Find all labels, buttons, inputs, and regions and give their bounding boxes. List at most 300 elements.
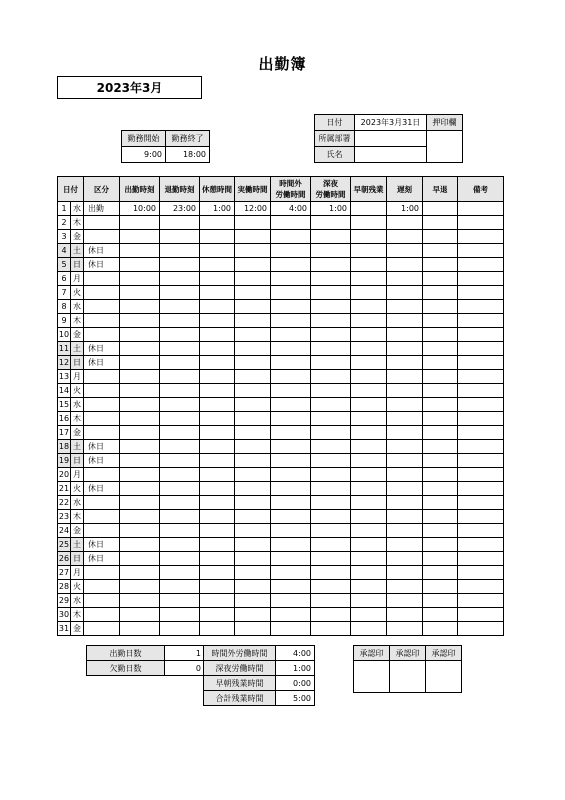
category-cell[interactable]: 休日 (84, 454, 120, 468)
break-cell[interactable] (200, 314, 235, 328)
early-ot-cell[interactable] (351, 286, 387, 300)
actual-cell[interactable] (235, 426, 271, 440)
break-cell[interactable] (200, 230, 235, 244)
clock-in-cell[interactable] (120, 328, 160, 342)
early-total-value[interactable]: 0:00 (276, 676, 315, 691)
overtime-cell[interactable] (271, 216, 311, 230)
actual-cell[interactable] (235, 622, 271, 636)
notes-cell[interactable] (458, 300, 504, 314)
late-cell[interactable] (387, 608, 423, 622)
early-ot-cell[interactable] (351, 552, 387, 566)
early-leave-cell[interactable] (423, 272, 458, 286)
overtime-cell[interactable] (271, 244, 311, 258)
early-leave-cell[interactable] (423, 426, 458, 440)
late-cell[interactable] (387, 286, 423, 300)
clock-out-cell[interactable] (160, 328, 200, 342)
early-ot-cell[interactable] (351, 370, 387, 384)
overtime-cell[interactable] (271, 370, 311, 384)
actual-cell[interactable] (235, 510, 271, 524)
night-cell[interactable] (311, 244, 351, 258)
clock-out-cell[interactable] (160, 272, 200, 286)
clock-in-cell[interactable] (120, 468, 160, 482)
notes-cell[interactable] (458, 482, 504, 496)
late-cell[interactable] (387, 300, 423, 314)
notes-cell[interactable] (458, 594, 504, 608)
category-cell[interactable]: 休日 (84, 440, 120, 454)
early-leave-cell[interactable] (423, 202, 458, 216)
late-cell[interactable] (387, 370, 423, 384)
night-cell[interactable] (311, 398, 351, 412)
approval-stamp-2[interactable] (390, 661, 426, 693)
night-cell[interactable] (311, 370, 351, 384)
night-cell[interactable] (311, 608, 351, 622)
early-leave-cell[interactable] (423, 342, 458, 356)
night-cell[interactable] (311, 454, 351, 468)
clock-in-cell[interactable] (120, 426, 160, 440)
category-cell[interactable]: 休日 (84, 244, 120, 258)
early-ot-cell[interactable] (351, 496, 387, 510)
notes-cell[interactable] (458, 468, 504, 482)
early-leave-cell[interactable] (423, 244, 458, 258)
early-leave-cell[interactable] (423, 510, 458, 524)
overtime-cell[interactable] (271, 398, 311, 412)
break-cell[interactable] (200, 216, 235, 230)
clock-in-cell[interactable] (120, 608, 160, 622)
clock-in-cell[interactable]: 10:00 (120, 202, 160, 216)
category-cell[interactable] (84, 314, 120, 328)
early-ot-cell[interactable] (351, 216, 387, 230)
break-cell[interactable] (200, 370, 235, 384)
night-cell[interactable] (311, 412, 351, 426)
late-cell[interactable] (387, 244, 423, 258)
clock-out-cell[interactable] (160, 608, 200, 622)
early-leave-cell[interactable] (423, 608, 458, 622)
actual-cell[interactable] (235, 594, 271, 608)
notes-cell[interactable] (458, 524, 504, 538)
overtime-cell[interactable] (271, 468, 311, 482)
category-cell[interactable] (84, 622, 120, 636)
early-leave-cell[interactable] (423, 356, 458, 370)
early-leave-cell[interactable] (423, 594, 458, 608)
early-leave-cell[interactable] (423, 440, 458, 454)
category-cell[interactable] (84, 328, 120, 342)
category-cell[interactable] (84, 510, 120, 524)
overtime-cell[interactable] (271, 384, 311, 398)
early-ot-cell[interactable] (351, 482, 387, 496)
break-cell[interactable] (200, 272, 235, 286)
night-cell[interactable] (311, 286, 351, 300)
clock-in-cell[interactable] (120, 454, 160, 468)
clock-out-cell[interactable] (160, 286, 200, 300)
clock-out-cell[interactable] (160, 482, 200, 496)
late-cell[interactable] (387, 482, 423, 496)
late-cell[interactable] (387, 566, 423, 580)
name-value[interactable] (355, 147, 427, 163)
clock-in-cell[interactable] (120, 482, 160, 496)
overtime-cell[interactable] (271, 580, 311, 594)
clock-in-cell[interactable] (120, 524, 160, 538)
actual-cell[interactable] (235, 468, 271, 482)
category-cell[interactable] (84, 398, 120, 412)
late-cell[interactable] (387, 468, 423, 482)
clock-out-cell[interactable] (160, 454, 200, 468)
late-cell[interactable] (387, 412, 423, 426)
clock-out-cell[interactable] (160, 300, 200, 314)
notes-cell[interactable] (458, 202, 504, 216)
clock-in-cell[interactable] (120, 510, 160, 524)
category-cell[interactable] (84, 300, 120, 314)
early-ot-cell[interactable] (351, 622, 387, 636)
early-leave-cell[interactable] (423, 538, 458, 552)
night-cell[interactable] (311, 426, 351, 440)
break-cell[interactable] (200, 482, 235, 496)
clock-in-cell[interactable] (120, 230, 160, 244)
clock-in-cell[interactable] (120, 216, 160, 230)
early-ot-cell[interactable] (351, 272, 387, 286)
break-cell[interactable] (200, 342, 235, 356)
actual-cell[interactable] (235, 552, 271, 566)
overtime-cell[interactable] (271, 566, 311, 580)
early-leave-cell[interactable] (423, 482, 458, 496)
early-leave-cell[interactable] (423, 286, 458, 300)
break-cell[interactable] (200, 566, 235, 580)
night-cell[interactable] (311, 328, 351, 342)
late-cell[interactable] (387, 216, 423, 230)
notes-cell[interactable] (458, 258, 504, 272)
overtime-cell[interactable] (271, 608, 311, 622)
late-cell[interactable] (387, 552, 423, 566)
notes-cell[interactable] (458, 272, 504, 286)
category-cell[interactable] (84, 608, 120, 622)
late-cell[interactable] (387, 622, 423, 636)
clock-in-cell[interactable] (120, 538, 160, 552)
overtime-cell[interactable] (271, 286, 311, 300)
category-cell[interactable] (84, 370, 120, 384)
night-cell[interactable] (311, 510, 351, 524)
early-leave-cell[interactable] (423, 468, 458, 482)
notes-cell[interactable] (458, 608, 504, 622)
clock-out-cell[interactable] (160, 426, 200, 440)
category-cell[interactable] (84, 524, 120, 538)
notes-cell[interactable] (458, 342, 504, 356)
clock-out-cell[interactable] (160, 566, 200, 580)
early-ot-cell[interactable] (351, 580, 387, 594)
overtime-cell[interactable] (271, 356, 311, 370)
overtime-total-value[interactable]: 4:00 (276, 646, 315, 661)
notes-cell[interactable] (458, 314, 504, 328)
night-cell[interactable] (311, 314, 351, 328)
category-cell[interactable]: 休日 (84, 552, 120, 566)
break-cell[interactable] (200, 258, 235, 272)
actual-cell[interactable] (235, 216, 271, 230)
actual-cell[interactable] (235, 398, 271, 412)
notes-cell[interactable] (458, 580, 504, 594)
early-leave-cell[interactable] (423, 384, 458, 398)
early-leave-cell[interactable] (423, 230, 458, 244)
night-cell[interactable] (311, 384, 351, 398)
late-cell[interactable] (387, 328, 423, 342)
clock-in-cell[interactable] (120, 384, 160, 398)
late-cell[interactable] (387, 384, 423, 398)
early-ot-cell[interactable] (351, 468, 387, 482)
night-cell[interactable] (311, 440, 351, 454)
clock-in-cell[interactable] (120, 370, 160, 384)
clock-out-cell[interactable] (160, 314, 200, 328)
early-ot-cell[interactable] (351, 300, 387, 314)
night-cell[interactable] (311, 566, 351, 580)
category-cell[interactable] (84, 566, 120, 580)
night-cell[interactable] (311, 622, 351, 636)
night-cell[interactable] (311, 552, 351, 566)
early-leave-cell[interactable] (423, 496, 458, 510)
category-cell[interactable]: 休日 (84, 356, 120, 370)
early-leave-cell[interactable] (423, 370, 458, 384)
category-cell[interactable]: 休日 (84, 258, 120, 272)
late-cell[interactable]: 1:00 (387, 202, 423, 216)
late-cell[interactable] (387, 356, 423, 370)
category-cell[interactable]: 休日 (84, 342, 120, 356)
actual-cell[interactable] (235, 608, 271, 622)
actual-cell[interactable] (235, 454, 271, 468)
category-cell[interactable]: 出勤 (84, 202, 120, 216)
clock-in-cell[interactable] (120, 398, 160, 412)
night-cell[interactable] (311, 230, 351, 244)
late-cell[interactable] (387, 440, 423, 454)
clock-in-cell[interactable] (120, 314, 160, 328)
break-cell[interactable] (200, 524, 235, 538)
break-cell[interactable] (200, 608, 235, 622)
early-leave-cell[interactable] (423, 524, 458, 538)
early-leave-cell[interactable] (423, 258, 458, 272)
late-cell[interactable] (387, 454, 423, 468)
early-leave-cell[interactable] (423, 622, 458, 636)
dept-value[interactable] (355, 131, 427, 147)
late-cell[interactable] (387, 594, 423, 608)
category-cell[interactable] (84, 272, 120, 286)
late-cell[interactable] (387, 524, 423, 538)
overtime-cell[interactable] (271, 496, 311, 510)
night-cell[interactable] (311, 272, 351, 286)
overtime-cell[interactable] (271, 454, 311, 468)
night-cell[interactable] (311, 580, 351, 594)
early-leave-cell[interactable] (423, 454, 458, 468)
overtime-cell[interactable] (271, 426, 311, 440)
early-ot-cell[interactable] (351, 412, 387, 426)
overtime-cell[interactable] (271, 314, 311, 328)
overtime-cell[interactable] (271, 272, 311, 286)
early-ot-cell[interactable] (351, 594, 387, 608)
break-cell[interactable] (200, 384, 235, 398)
late-cell[interactable] (387, 258, 423, 272)
clock-out-cell[interactable]: 23:00 (160, 202, 200, 216)
category-cell[interactable] (84, 286, 120, 300)
night-cell[interactable] (311, 258, 351, 272)
clock-in-cell[interactable] (120, 244, 160, 258)
absent-days-value[interactable]: 0 (165, 661, 205, 676)
night-cell[interactable] (311, 496, 351, 510)
clock-in-cell[interactable] (120, 440, 160, 454)
actual-cell[interactable] (235, 314, 271, 328)
work-days-value[interactable]: 1 (165, 646, 205, 661)
clock-out-cell[interactable] (160, 538, 200, 552)
night-cell[interactable] (311, 342, 351, 356)
early-leave-cell[interactable] (423, 412, 458, 426)
early-leave-cell[interactable] (423, 216, 458, 230)
clock-out-cell[interactable] (160, 356, 200, 370)
early-ot-cell[interactable] (351, 230, 387, 244)
late-cell[interactable] (387, 272, 423, 286)
late-cell[interactable] (387, 580, 423, 594)
notes-cell[interactable] (458, 384, 504, 398)
overtime-cell[interactable] (271, 230, 311, 244)
notes-cell[interactable] (458, 552, 504, 566)
actual-cell[interactable] (235, 538, 271, 552)
notes-cell[interactable] (458, 566, 504, 580)
actual-cell[interactable] (235, 230, 271, 244)
clock-out-cell[interactable] (160, 496, 200, 510)
notes-cell[interactable] (458, 370, 504, 384)
notes-cell[interactable] (458, 622, 504, 636)
overtime-cell[interactable] (271, 328, 311, 342)
notes-cell[interactable] (458, 230, 504, 244)
overtime-cell[interactable] (271, 552, 311, 566)
break-cell[interactable] (200, 552, 235, 566)
early-leave-cell[interactable] (423, 328, 458, 342)
break-cell[interactable] (200, 356, 235, 370)
night-total-value[interactable]: 1:00 (276, 661, 315, 676)
actual-cell[interactable] (235, 482, 271, 496)
notes-cell[interactable] (458, 398, 504, 412)
early-leave-cell[interactable] (423, 552, 458, 566)
clock-out-cell[interactable] (160, 342, 200, 356)
clock-out-cell[interactable] (160, 258, 200, 272)
late-cell[interactable] (387, 496, 423, 510)
early-leave-cell[interactable] (423, 314, 458, 328)
clock-in-cell[interactable] (120, 622, 160, 636)
clock-out-cell[interactable] (160, 440, 200, 454)
approval-stamp-3[interactable] (426, 661, 462, 693)
notes-cell[interactable] (458, 244, 504, 258)
overtime-cell[interactable] (271, 594, 311, 608)
clock-out-cell[interactable] (160, 510, 200, 524)
night-cell[interactable] (311, 594, 351, 608)
notes-cell[interactable] (458, 496, 504, 510)
night-cell[interactable] (311, 538, 351, 552)
clock-out-cell[interactable] (160, 594, 200, 608)
early-ot-cell[interactable] (351, 566, 387, 580)
clock-in-cell[interactable] (120, 566, 160, 580)
notes-cell[interactable] (458, 440, 504, 454)
early-ot-cell[interactable] (351, 342, 387, 356)
overtime-cell[interactable] (271, 300, 311, 314)
actual-cell[interactable] (235, 342, 271, 356)
category-cell[interactable] (84, 468, 120, 482)
early-ot-cell[interactable] (351, 202, 387, 216)
break-cell[interactable] (200, 328, 235, 342)
actual-cell[interactable] (235, 328, 271, 342)
break-cell[interactable] (200, 594, 235, 608)
notes-cell[interactable] (458, 286, 504, 300)
actual-cell[interactable] (235, 244, 271, 258)
total-overtime-value[interactable]: 5:00 (276, 691, 315, 706)
night-cell[interactable] (311, 216, 351, 230)
category-cell[interactable] (84, 230, 120, 244)
early-ot-cell[interactable] (351, 328, 387, 342)
late-cell[interactable] (387, 426, 423, 440)
break-cell[interactable]: 1:00 (200, 202, 235, 216)
night-cell[interactable] (311, 482, 351, 496)
clock-in-cell[interactable] (120, 412, 160, 426)
actual-cell[interactable] (235, 580, 271, 594)
actual-cell[interactable]: 12:00 (235, 202, 271, 216)
early-ot-cell[interactable] (351, 356, 387, 370)
overtime-cell[interactable] (271, 342, 311, 356)
early-ot-cell[interactable] (351, 398, 387, 412)
early-leave-cell[interactable] (423, 398, 458, 412)
notes-cell[interactable] (458, 426, 504, 440)
clock-out-cell[interactable] (160, 580, 200, 594)
notes-cell[interactable] (458, 328, 504, 342)
break-cell[interactable] (200, 244, 235, 258)
actual-cell[interactable] (235, 496, 271, 510)
night-cell[interactable] (311, 524, 351, 538)
late-cell[interactable] (387, 342, 423, 356)
clock-in-cell[interactable] (120, 580, 160, 594)
clock-in-cell[interactable] (120, 594, 160, 608)
break-cell[interactable] (200, 300, 235, 314)
work-start-value[interactable]: 9:00 (122, 147, 166, 163)
break-cell[interactable] (200, 580, 235, 594)
clock-out-cell[interactable] (160, 468, 200, 482)
approval-stamp-1[interactable] (354, 661, 390, 693)
early-ot-cell[interactable] (351, 538, 387, 552)
late-cell[interactable] (387, 510, 423, 524)
actual-cell[interactable] (235, 566, 271, 580)
clock-out-cell[interactable] (160, 244, 200, 258)
break-cell[interactable] (200, 426, 235, 440)
overtime-cell[interactable] (271, 622, 311, 636)
actual-cell[interactable] (235, 370, 271, 384)
clock-out-cell[interactable] (160, 412, 200, 426)
early-ot-cell[interactable] (351, 314, 387, 328)
overtime-cell[interactable] (271, 412, 311, 426)
notes-cell[interactable] (458, 538, 504, 552)
early-ot-cell[interactable] (351, 426, 387, 440)
clock-in-cell[interactable] (120, 356, 160, 370)
clock-out-cell[interactable] (160, 398, 200, 412)
early-ot-cell[interactable] (351, 454, 387, 468)
stamp-box[interactable] (427, 131, 463, 163)
overtime-cell[interactable]: 4:00 (271, 202, 311, 216)
night-cell[interactable] (311, 356, 351, 370)
early-ot-cell[interactable] (351, 440, 387, 454)
break-cell[interactable] (200, 510, 235, 524)
break-cell[interactable] (200, 622, 235, 636)
overtime-cell[interactable] (271, 482, 311, 496)
clock-in-cell[interactable] (120, 272, 160, 286)
break-cell[interactable] (200, 286, 235, 300)
actual-cell[interactable] (235, 258, 271, 272)
clock-in-cell[interactable] (120, 300, 160, 314)
clock-out-cell[interactable] (160, 524, 200, 538)
actual-cell[interactable] (235, 384, 271, 398)
early-ot-cell[interactable] (351, 384, 387, 398)
early-leave-cell[interactable] (423, 580, 458, 594)
notes-cell[interactable] (458, 412, 504, 426)
work-end-value[interactable]: 18:00 (166, 147, 210, 163)
actual-cell[interactable] (235, 412, 271, 426)
clock-out-cell[interactable] (160, 216, 200, 230)
